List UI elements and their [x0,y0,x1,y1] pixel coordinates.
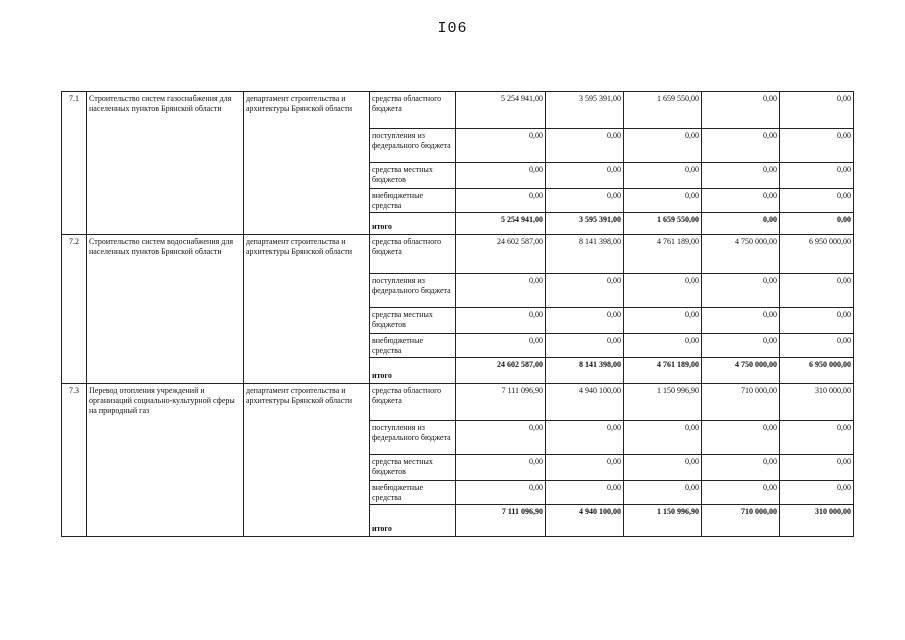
funding-source: средства областного бюджета [370,92,456,129]
amount-cell: 0,00 [624,334,702,358]
amount-cell: 0,00 [624,455,702,481]
amount-cell: 0,00 [624,129,702,163]
section-number: 7.1 [62,92,87,235]
amount-cell: 710 000,00 [702,505,780,537]
amount-cell: 0,00 [780,129,854,163]
amount-cell: 0,00 [702,274,780,308]
funding-source: средства областного бюджета [370,384,456,421]
amount-cell: 0,00 [456,129,546,163]
amount-cell: 4 761 189,00 [624,235,702,274]
section-name: Перевод отопления учреждений и организаций социально-культурной сферы на природный газ [87,384,244,537]
amount-cell: 0,00 [702,421,780,455]
amount-cell: 0,00 [780,274,854,308]
amount-cell: 4 761 189,00 [624,358,702,384]
amount-cell: 4 940 100,00 [546,384,624,421]
amount-cell: 1 150 996,90 [624,384,702,421]
amount-cell: 24 602 587,00 [456,358,546,384]
amount-cell: 8 141 398,00 [546,358,624,384]
section-name: Строительство систем газоснабжения для населенных пунктов Брянской области [87,92,244,235]
amount-cell: 0,00 [702,481,780,505]
amount-cell: 310 000,00 [780,505,854,537]
amount-cell: 5 254 941,00 [456,92,546,129]
amount-cell: 0,00 [456,481,546,505]
amount-cell: 4 750 000,00 [702,358,780,384]
amount-cell: 0,00 [624,481,702,505]
amount-cell: 710 000,00 [702,384,780,421]
funding-source: поступления из федерального бюджета [370,274,456,308]
responsible-department: департамент строительства и архитектуры Брянской области [244,235,370,384]
amount-cell: 0,00 [546,334,624,358]
amount-cell: 0,00 [456,455,546,481]
amount-cell: 0,00 [780,163,854,189]
amount-cell: 0,00 [780,92,854,129]
amount-cell: 0,00 [546,481,624,505]
amount-cell: 1 659 550,00 [624,92,702,129]
section-name: Строительство систем водоснабжения для населенных пунктов Брянской области [87,235,244,384]
amount-cell: 0,00 [546,129,624,163]
section-number: 7.2 [62,235,87,384]
amount-cell: 0,00 [702,92,780,129]
amount-cell: 0,00 [702,308,780,334]
amount-cell: 0,00 [624,189,702,213]
amount-cell: 5 254 941,00 [456,213,546,235]
amount-cell: 1 659 550,00 [624,213,702,235]
amount-cell: 0,00 [546,308,624,334]
table-row [62,92,854,129]
amount-cell: 7 111 096,90 [456,384,546,421]
amount-cell: 1 150 996,90 [624,505,702,537]
amount-cell: 0,00 [702,334,780,358]
funding-source: средства местных бюджетов [370,308,456,334]
funding-source: поступления из федерального бюджета [370,129,456,163]
amount-cell: 0,00 [780,308,854,334]
amount-cell: 0,00 [624,421,702,455]
amount-cell: 3 595 391,00 [546,92,624,129]
amount-cell: 0,00 [780,455,854,481]
budget-table [61,91,854,537]
amount-cell: 7 111 096,90 [456,505,546,537]
funding-source: итого [370,213,456,235]
amount-cell: 0,00 [456,421,546,455]
funding-source: внебюджетные средства [370,334,456,358]
amount-cell: 0,00 [546,163,624,189]
amount-cell: 0,00 [702,455,780,481]
amount-cell: 0,00 [702,163,780,189]
amount-cell: 4 750 000,00 [702,235,780,274]
amount-cell: 6 950 000,00 [780,358,854,384]
amount-cell: 0,00 [456,163,546,189]
amount-cell: 0,00 [546,455,624,481]
amount-cell: 24 602 587,00 [456,235,546,274]
responsible-department: департамент строительства и архитектуры Брянской области [244,92,370,235]
amount-cell: 0,00 [624,274,702,308]
amount-cell: 0,00 [780,213,854,235]
amount-cell: 0,00 [546,274,624,308]
section-number: 7.3 [62,384,87,537]
funding-source: средства местных бюджетов [370,455,456,481]
amount-cell: 6 950 000,00 [780,235,854,274]
page-number: I06 [437,20,468,37]
amount-cell: 0,00 [702,189,780,213]
amount-cell: 0,00 [456,189,546,213]
funding-source: средства областного бюджета [370,235,456,274]
amount-cell: 0,00 [780,481,854,505]
amount-cell: 310 000,00 [780,384,854,421]
amount-cell: 0,00 [780,334,854,358]
funding-source: внебюджетные средства [370,481,456,505]
amount-cell: 4 940 100,00 [546,505,624,537]
amount-cell: 0,00 [780,421,854,455]
amount-cell: 0,00 [780,189,854,213]
amount-cell: 0,00 [702,213,780,235]
amount-cell: 0,00 [624,308,702,334]
responsible-department: департамент строительства и архитектуры Брянской области [244,384,370,537]
amount-cell: 8 141 398,00 [546,235,624,274]
amount-cell: 0,00 [456,274,546,308]
table-row [62,235,854,274]
table-row [62,384,854,421]
funding-source: итого [370,358,456,384]
amount-cell: 0,00 [546,189,624,213]
amount-cell: 0,00 [546,421,624,455]
amount-cell: 0,00 [624,163,702,189]
funding-source: итого [370,505,456,537]
amount-cell: 0,00 [456,334,546,358]
funding-source: внебюджетные средства [370,189,456,213]
funding-source: средства местных бюджетов [370,163,456,189]
funding-source: поступления из федерального бюджета [370,421,456,455]
amount-cell: 0,00 [702,129,780,163]
amount-cell: 0,00 [456,308,546,334]
amount-cell: 3 595 391,00 [546,213,624,235]
